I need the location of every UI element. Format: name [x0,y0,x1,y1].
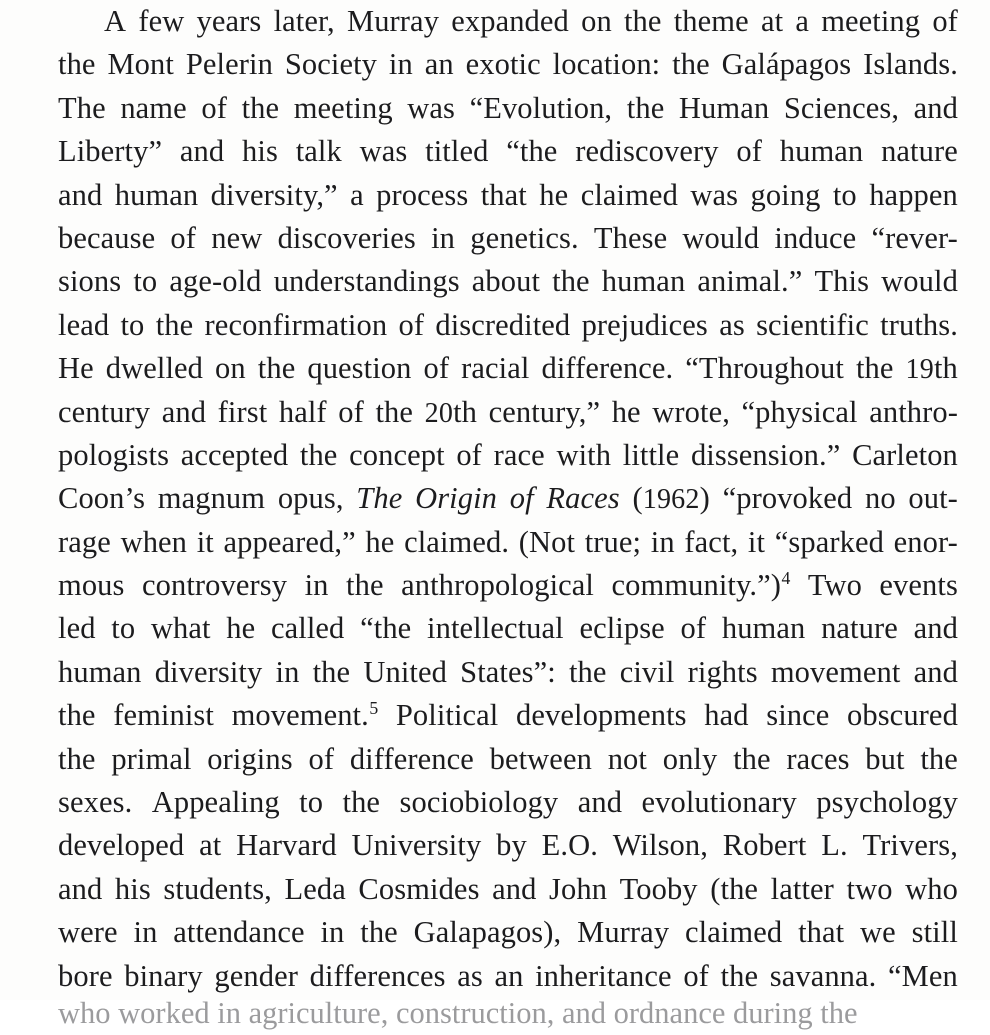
word: the [552,264,590,299]
word: human [721,611,806,646]
word: still [911,915,958,950]
word: “provoked [722,481,853,516]
word: the [58,741,96,776]
word: evolutionary [641,785,797,820]
word: theme [673,4,749,38]
text-line [58,824,958,867]
word: savanna. [769,958,877,993]
word: Sciences, [783,90,900,125]
word: would [881,264,958,299]
word: since [766,698,830,733]
word: when [120,524,188,559]
word: in [431,220,456,255]
word: the [241,90,280,125]
word: Murray [577,915,670,950]
word: as [457,958,483,993]
word: only [662,741,718,776]
word: Origin [415,481,498,516]
word: of [683,958,709,993]
word: what [150,611,211,646]
word: Liberty” [58,134,163,169]
word: intellectual [427,611,564,646]
word: talk [295,134,342,169]
text-line [58,868,958,911]
word: no [864,481,896,516]
word: obscured [847,698,958,733]
word: Wilson, [612,828,708,863]
word: led [58,611,96,646]
word: and [58,871,103,906]
word: magnum [157,481,266,516]
word: the [346,568,384,603]
word: in [133,915,158,950]
word: John [549,871,608,906]
oldstyle-figures: 20 [424,397,454,429]
word: it [196,524,214,559]
word: and [913,90,958,125]
word: of [308,741,335,776]
word: (the [710,871,759,906]
footnote-marker: 4 [781,567,791,588]
word: the [155,307,194,342]
word: he [226,611,256,646]
word: movement.$^5$ [231,698,379,733]
word: were [58,915,118,950]
word: on [581,4,612,38]
word: Trivers, [862,828,958,863]
word: question [307,351,412,386]
word: rediscovery [575,134,719,169]
text-line [58,651,958,694]
word: would [682,220,760,255]
word: going [750,177,821,212]
word: of [509,481,534,516]
word: to [111,611,136,646]
word: location: [552,47,661,82]
word: later, [273,4,335,38]
word: bore [58,958,113,993]
word: of [680,611,707,646]
word: and [492,871,537,906]
word: human [114,177,199,212]
word: new [211,220,263,255]
word: difference. [541,351,674,386]
word: in [304,568,329,603]
word: dissension.” [690,437,841,472]
word: his [242,134,278,169]
word: was [359,134,408,169]
word: he [365,524,395,559]
word: and [161,394,207,429]
word: diversity,” [210,177,338,212]
word: community.”)$^4$ [611,567,791,603]
oldstyle-figures: 19 [905,354,934,386]
word: students, [163,871,272,906]
word: Society [284,47,378,82]
word: century,” [488,394,601,429]
word: “rever- [871,220,958,255]
word: scientific [756,307,869,342]
word: the [672,47,710,82]
footnote-marker: 5 [369,698,379,719]
word: in [650,524,675,559]
word: eclipse [579,611,665,646]
word: to [120,307,145,342]
word: pologists [58,437,170,472]
word: in [320,915,345,950]
word: age-old [169,264,262,299]
word: of [338,394,364,429]
word: origins [207,741,293,776]
word: of [736,134,762,169]
word: at [760,4,784,38]
word: sions [58,264,122,299]
word: Pelerin [185,47,273,82]
word: “the [506,134,558,169]
word: The [356,481,403,516]
word: differences [309,958,446,993]
word: United [363,654,447,689]
word: genetics. [470,220,579,255]
word: Harvard [236,828,337,863]
word: fact, [684,524,739,559]
word: The [58,90,106,125]
word: E.O. [541,828,598,863]
word: sexes. [58,785,133,820]
word: appeared,” [223,524,356,559]
word: racial [461,351,530,386]
word: Cosmides [358,871,480,906]
word: gender [214,958,298,993]
word: process [376,177,469,212]
word: prejudices [581,307,708,342]
word: name [120,90,187,125]
word: but [865,741,905,776]
text-line [58,781,958,824]
word: a [350,177,364,212]
word: and [179,134,225,169]
word: Political [395,698,499,733]
word: induce [774,220,857,255]
word: of [201,90,227,125]
word: the [623,4,662,38]
word: nature [881,134,958,169]
word: the [626,90,665,125]
word: races [786,741,850,776]
word: reconfirmation [204,307,388,342]
word: meeting [821,4,921,38]
word: rage [58,524,111,559]
word: difference [349,741,474,776]
word: as [719,307,745,342]
word: was [407,90,455,125]
word: titled [425,134,489,169]
word: accepted [180,437,289,472]
word: on [215,351,246,386]
word: he [539,177,569,212]
word: of [456,437,482,472]
word: anthropological [401,568,595,603]
word: of [423,351,450,386]
word: happen [869,177,958,212]
word: diversity [154,654,263,689]
word: discoveries [277,220,416,255]
text-line [58,0,958,43]
word: enor- [893,524,958,559]
word: the [312,654,351,689]
text-line [58,521,958,564]
word: attendance [173,915,305,950]
text-line [58,694,958,737]
word: out- [908,481,958,516]
word: feminist [113,698,214,733]
word: He [58,351,94,386]
word: Mont [107,47,174,82]
word: anthro- [869,394,958,429]
word: Two [807,568,862,603]
word: true; [584,524,642,559]
word: human [601,264,686,299]
word: in [388,47,413,82]
text-line [58,738,958,781]
word: at [199,828,222,863]
text-line [58,434,958,477]
word: and [577,785,623,820]
word: in [275,654,300,689]
word: Coon’s [58,481,146,516]
word: of [932,4,958,38]
word: not [607,741,647,776]
word: he [611,394,641,429]
word: the [855,351,894,386]
word: with [556,437,612,472]
word: binary [124,958,203,993]
word: Galapagos), [413,915,562,950]
word: had [704,698,749,733]
word: exotic [465,47,541,82]
word: expanded [451,4,569,38]
word: University [351,828,482,863]
word: latter [770,871,834,906]
word: half [278,394,327,429]
word: the [299,437,338,472]
word: by [496,828,527,863]
text-line [58,564,958,607]
word: Robert [722,828,807,863]
word: understandings [273,264,460,299]
word: truths. [880,307,958,342]
word: of [170,220,197,255]
word: years [196,4,262,38]
word: “physical [741,394,858,429]
word: and [58,177,103,212]
word: Carleton [852,437,958,472]
word: (Not [518,524,576,559]
word: first [217,394,268,429]
word: Islands. [863,47,958,82]
word: “the [360,611,412,646]
word: was [690,177,739,212]
word: to [832,177,857,212]
word: “Men [888,958,958,993]
text-line [58,217,958,260]
word: that [798,915,845,950]
word: the [342,785,381,820]
word: “Evolution, [469,90,613,125]
word: the [720,958,759,993]
oldstyle-figures: 1962 [642,484,700,516]
word: called [271,611,345,646]
word: discredited [435,307,571,342]
word: sociobiology [399,785,559,820]
word: between [489,741,592,776]
word: civil [619,654,675,689]
word: Murray [346,4,440,38]
word: of [398,307,425,342]
word: human [779,134,864,169]
text-line [58,607,958,650]
word: to [133,264,158,299]
word: it [747,524,766,559]
word: to [299,785,324,820]
word: inheritance [535,958,672,993]
word: wrote, [652,394,730,429]
word: claimed. [404,524,510,559]
word: an [494,958,524,993]
word: the [360,915,398,950]
word: the [568,654,607,689]
word: claimed [685,915,783,950]
word: two [846,871,893,906]
word: the [733,741,771,776]
word: controversy [142,568,288,603]
word: A [104,4,127,38]
word: rights [687,654,758,689]
word: opus, [277,481,344,516]
word: L. [821,828,848,863]
word: nature [821,611,898,646]
word: These [593,220,668,255]
text-line [58,304,958,347]
word: who [905,871,958,906]
word: mous [58,568,125,603]
word: (1962) [632,481,710,516]
word: the [58,47,96,82]
word: about [471,264,541,299]
word: and [913,611,958,646]
word: concept [349,437,445,472]
text-line [58,260,958,303]
text-line [58,347,958,390]
word: Human [678,90,770,125]
word: that [480,177,527,212]
word: events [879,568,958,603]
word: lead [58,307,110,342]
text-line [58,43,958,86]
word: Races [546,481,620,516]
word: the [257,351,296,386]
word: developed [58,828,185,863]
text-line [58,87,958,130]
word: Leda [284,871,346,906]
word: “sparked [774,524,884,559]
word: psychology [816,785,958,820]
word: and [913,654,958,689]
word: the [58,698,96,733]
word: 20th [424,394,477,429]
word: Galápagos [721,47,852,82]
word: the [375,394,414,429]
word: the [920,741,958,776]
word: primal [111,741,192,776]
word: “Throughout [685,351,844,386]
word: few [138,4,185,38]
word: movement [770,654,901,689]
text-line [58,911,958,954]
word: we [860,915,896,950]
text-line [58,130,958,173]
word: developments [516,698,687,733]
word: animal.” [697,264,803,299]
word: human [58,654,142,689]
word: This [814,264,870,299]
word: an [424,47,454,82]
word: Appealing [151,785,280,820]
word: because [58,220,156,255]
word: a [795,4,809,38]
word: claimed [580,177,678,212]
clipped-bottom-line: who worked in agriculture, construction, and ordnance during the [58,996,858,1030]
word: century [58,394,151,429]
text-line [58,477,958,520]
word: 19th [905,351,958,386]
word: meeting [293,90,393,125]
word: race [493,437,545,472]
word: his [114,871,151,906]
word: Tooby [619,871,698,906]
word: States”: [460,654,556,689]
text-line [58,174,958,217]
word: dwelled [105,351,204,386]
word: little [622,437,680,472]
text-line [58,391,958,434]
